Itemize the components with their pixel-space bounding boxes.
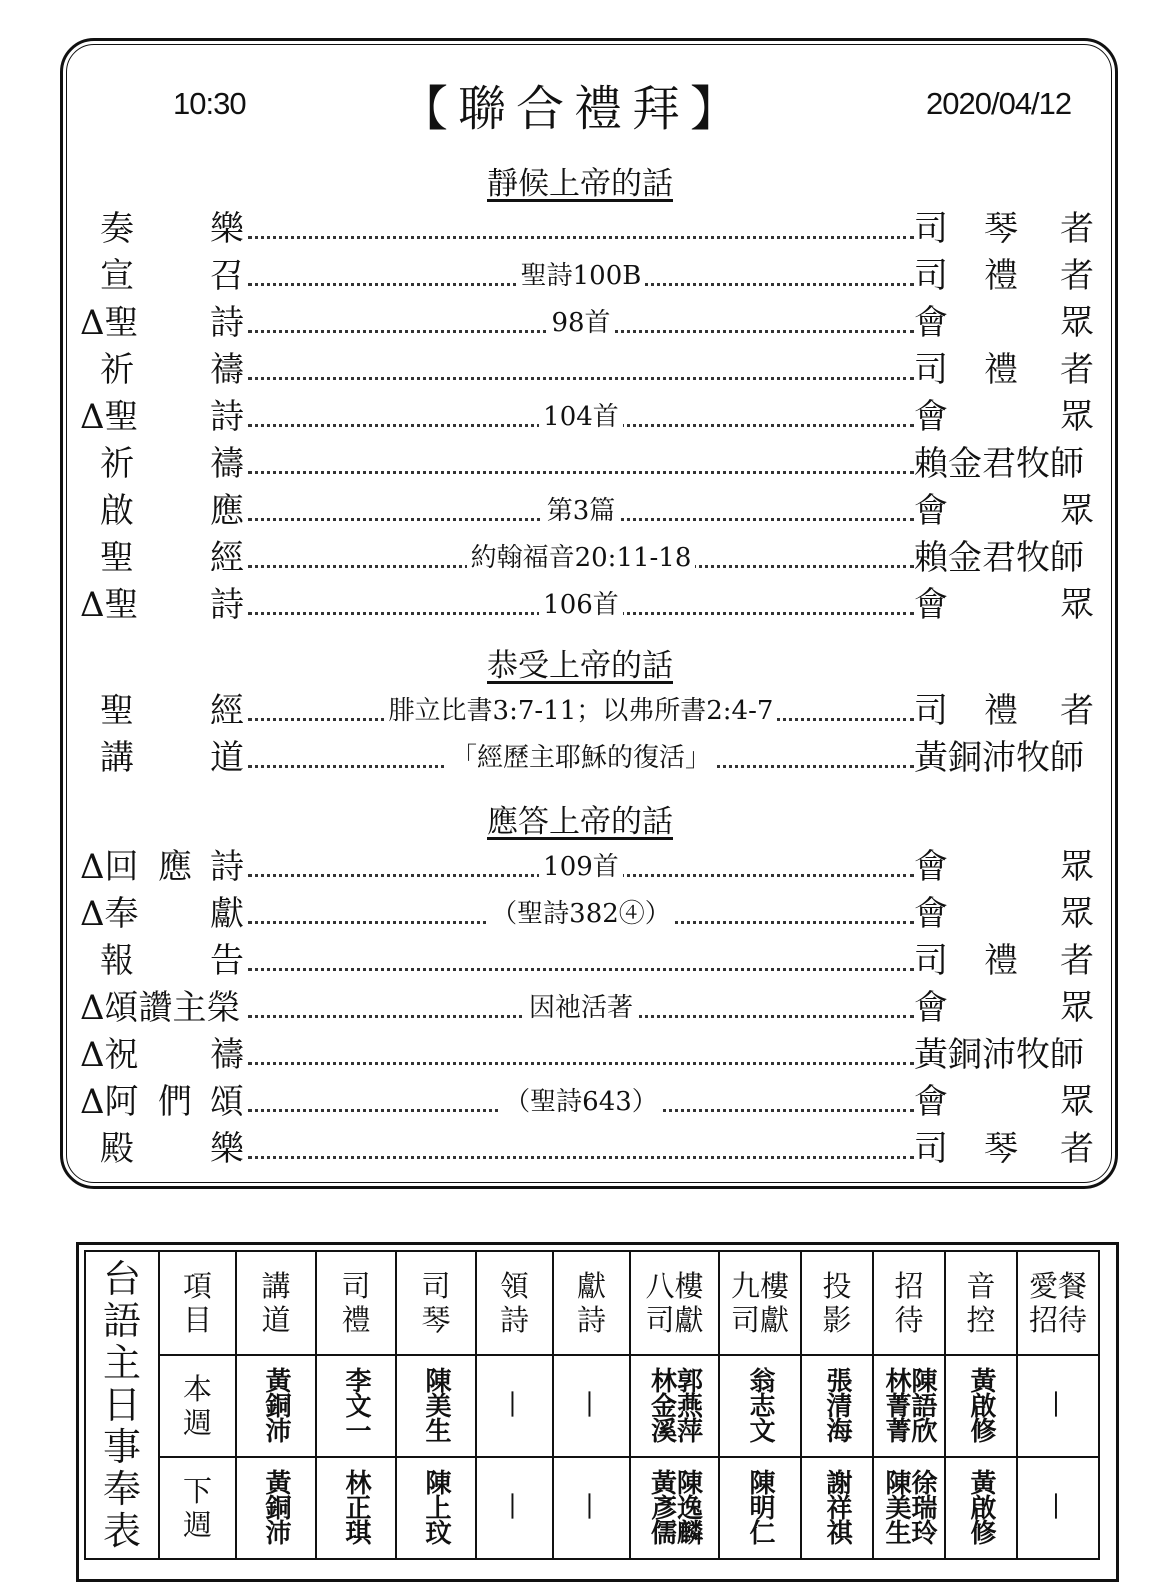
order-item-label: 聖 經 — [100, 691, 244, 731]
order-item-detail: 因祂活著 — [248, 985, 914, 1031]
section-title: 恭受上帝的話 — [487, 648, 673, 684]
duty-header-cell: 獻 詩 — [553, 1251, 630, 1355]
order-item-detail: 聖詩100B — [248, 253, 914, 299]
dotted-leader — [248, 1062, 914, 1065]
order-row — [80, 535, 1095, 581]
order-item-label: 聖 經 — [100, 538, 244, 578]
duty-cell: 張清海 — [801, 1355, 873, 1457]
order-item-label: Δ回 應 詩 — [80, 847, 244, 887]
duty-cell: 黃啟修 — [945, 1355, 1017, 1457]
order-row — [80, 891, 1095, 937]
service-date: 2020/04/12 — [926, 86, 1072, 121]
duty-table — [84, 1250, 1100, 1560]
order-item-detail: 104首 — [248, 394, 914, 440]
order-item-responsible: 司 琴 者 — [914, 209, 1094, 249]
duty-cell: — — [1017, 1457, 1099, 1559]
duty-row — [85, 1355, 1099, 1457]
order-item-responsible: 司 禮 者 — [914, 256, 1094, 296]
order-item-label: 殿 樂 — [100, 1129, 244, 1169]
order-item-label: 報 告 — [100, 941, 244, 981]
order-row — [80, 394, 1095, 440]
order-row — [80, 938, 1095, 984]
order-item-responsible: 會 眾 — [914, 491, 1094, 531]
order-item-label: 啟 應 — [100, 491, 244, 531]
order-item-label: 祈 禱 — [100, 444, 244, 484]
duty-cell: 黃銅沛 — [236, 1457, 316, 1559]
order-row — [80, 206, 1095, 252]
service-title: 【聯合禮拜】 — [400, 81, 749, 137]
order-item-responsible: 黃銅沛牧師 — [914, 1035, 1084, 1075]
duty-cell: — — [476, 1355, 553, 1457]
order-item-label: Δ祝 禱 — [80, 1035, 244, 1075]
order-item-label: 奏 樂 — [100, 209, 244, 249]
duty-cell: 郭燕萍 林金溪 — [630, 1355, 719, 1457]
order-row — [80, 688, 1095, 734]
order-item-label: Δ聖 詩 — [80, 585, 244, 625]
duty-header-cell: 講 道 — [236, 1251, 316, 1355]
duty-header-cell: 八樓 司獻 — [630, 1251, 719, 1355]
order-row — [80, 735, 1095, 781]
order-row — [80, 844, 1095, 890]
dotted-leader — [248, 377, 914, 380]
order-row — [80, 582, 1095, 628]
duty-cell: 翁志文 — [719, 1355, 801, 1457]
order-item-responsible: 會 眾 — [914, 397, 1094, 437]
duty-header-cell: 招 待 — [873, 1251, 945, 1355]
order-item-detail: （聖詩382④） — [248, 891, 914, 937]
order-item-label: 祈 禱 — [100, 350, 244, 390]
duty-header-cell: 司 琴 — [396, 1251, 476, 1355]
order-item-responsible: 司 禮 者 — [914, 350, 1094, 390]
order-row — [80, 1126, 1095, 1172]
duty-header-cell: 投 影 — [801, 1251, 873, 1355]
duty-header-cell: 司 禮 — [316, 1251, 396, 1355]
order-row — [80, 253, 1095, 299]
duty-table-title: 台 語 主 日 事 奉 表 — [85, 1251, 159, 1559]
duty-cell: — — [476, 1457, 553, 1559]
duty-row — [85, 1457, 1099, 1559]
duty-week-label: 本 週 — [159, 1355, 236, 1457]
dotted-leader — [248, 1156, 914, 1159]
order-item-detail: 98首 — [248, 300, 914, 346]
order-item-detail: （聖詩643） — [248, 1079, 914, 1125]
dotted-leader — [248, 968, 914, 971]
duty-cell: 林正琪 — [316, 1457, 396, 1559]
duty-header-cell: 音 控 — [945, 1251, 1017, 1355]
duty-cell: 陳語欣 林菁菁 — [873, 1355, 945, 1457]
service-time: 10:30 — [173, 86, 246, 121]
duty-cell: 陳逸麟 黃彥儒 — [630, 1457, 719, 1559]
duty-header-cell: 領 詩 — [476, 1251, 553, 1355]
order-item-label: Δ頌讚主榮 — [80, 988, 241, 1028]
order-item-responsible: 司 禮 者 — [914, 691, 1094, 731]
duty-header-cell: 愛餐 招待 — [1017, 1251, 1099, 1355]
duty-cell: 陳上玟 — [396, 1457, 476, 1559]
order-item-detail: 第3篇 — [248, 488, 914, 534]
section-title: 應答上帝的話 — [487, 804, 673, 840]
order-item-responsible: 會 眾 — [914, 1082, 1094, 1122]
order-item-detail: 約翰福音20:11-18 — [248, 535, 914, 581]
duty-cell: — — [553, 1457, 630, 1559]
order-item-label: 講 道 — [100, 738, 244, 778]
order-item-label: Δ聖 詩 — [80, 397, 244, 437]
dotted-leader — [248, 236, 914, 239]
order-row — [80, 985, 1095, 1031]
duty-cell: 徐瑞玲 陳美生 — [873, 1457, 945, 1559]
duty-cell: — — [553, 1355, 630, 1457]
duty-cell: 李文一 — [316, 1355, 396, 1457]
order-item-responsible: 賴金君牧師 — [914, 444, 1084, 484]
order-item-responsible: 賴金君牧師 — [914, 538, 1084, 578]
duty-header-cell: 九樓 司獻 — [719, 1251, 801, 1355]
order-item-responsible: 司 琴 者 — [914, 1129, 1094, 1169]
order-item-label: Δ阿 們 頌 — [80, 1082, 244, 1122]
dotted-leader — [248, 471, 914, 474]
order-item-detail: 「經歷主耶穌的復活」 — [248, 735, 914, 781]
order-item-responsible: 司 禮 者 — [914, 941, 1094, 981]
order-row — [80, 441, 1095, 487]
duty-cell: 黃銅沛 — [236, 1355, 316, 1457]
order-row — [80, 488, 1095, 534]
order-item-responsible: 會 眾 — [914, 894, 1094, 934]
duty-cell: 黃啟修 — [945, 1457, 1017, 1559]
duty-cell: 謝祥祺 — [801, 1457, 873, 1559]
order-item-responsible: 會 眾 — [914, 585, 1094, 625]
duty-cell: — — [1017, 1355, 1099, 1457]
duty-header-cell: 項 目 — [159, 1251, 236, 1355]
order-item-responsible: 會 眾 — [914, 847, 1094, 887]
order-item-responsible: 黃銅沛牧師 — [914, 738, 1084, 778]
order-row — [80, 1032, 1095, 1078]
section-title: 靜候上帝的話 — [487, 166, 673, 202]
order-row — [80, 1079, 1095, 1125]
order-item-label: Δ奉 獻 — [80, 894, 244, 934]
duty-cell: 陳美生 — [396, 1355, 476, 1457]
order-row — [80, 347, 1095, 393]
order-item-responsible: 會 眾 — [914, 988, 1094, 1028]
order-item-label: 宣 召 — [100, 256, 244, 296]
order-item-detail: 腓立比書3:7-11；以弗所書2:4-7 — [248, 688, 914, 734]
order-item-responsible: 會 眾 — [914, 303, 1094, 343]
duty-cell: 陳明仁 — [719, 1457, 801, 1559]
order-item-label: Δ聖 詩 — [80, 303, 244, 343]
order-row — [80, 300, 1095, 346]
order-item-detail: 106首 — [248, 582, 914, 628]
duty-week-label: 下 週 — [159, 1457, 236, 1559]
order-item-detail: 109首 — [248, 844, 914, 890]
